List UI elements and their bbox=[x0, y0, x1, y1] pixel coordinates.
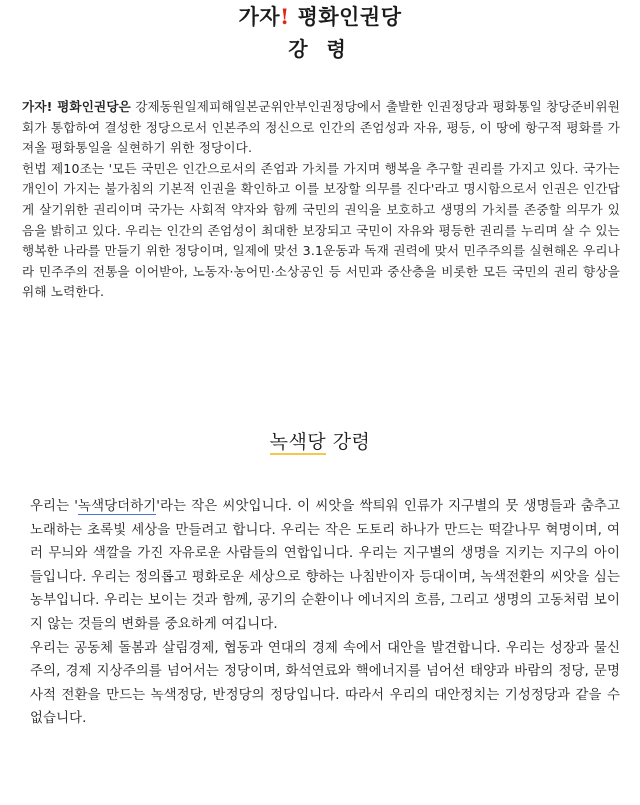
section1-title-rest: 평화인권당 bbox=[289, 4, 402, 29]
section2-para1-post: '라는 작은 씨앗입니다. 이 씨앗을 싹틔워 인류가 지구별의 뭇 생명들과 춤추고 노래하는 초록빛 세상을 만들려고 합니다. 우리는 작은 도토리 하나가 만드는 떡갈나무 혁명이며, 여러 무늬와 색깔을 가진 자유로운 사람들의 연합입니다. 우리는 지구별의 생명을 지키는 지구의 아이들입니다. 우리는 정의롭고 평화로운 세상으로 향하는 나침반이자 등대이며, 녹색전환의 씨앗을 심는 농부입니다. 우리는 보이는 것과 함께, 공기의 순환이나 에너지의 흐름, 그리고 생명의 고동처럼 보이지 않는 것들의 변화를 중요하게 여깁니다. bbox=[30, 499, 621, 632]
section2-para1-pre: 우리는 ' bbox=[30, 499, 79, 514]
section1-title-main: 가자 bbox=[238, 4, 281, 29]
section1-paragraph-2: 헌법 제10조는 '모든 국민은 인간으로서의 존엄과 가치를 가지며 행복을 추구할 권리를 가지고 있다. 국가는 개인이 가지는 불가침의 기본적 인권을 확인하고 이를 보장할 의무를 진다'라고 명시함으로서 인권은 인간답게 살기위한 권리이며 국가는 사회적 약자와 함께 국민의 권익을 보호하고 생명의 가치를 존중할 의무가 있음을 밝히고 있다. 우리는 인간의 존엄성이 최대한 보장되고 국민이 자유와 평등한 권리를 누리며 살 수 있는 행복한 나라를 만들기 위한 정당이며, 일제에 맞선 3.1운동과 독재 권력에 맞서 민주주의를 실현해온 우리나라 민주주의 전통을 이어받아, 노동자·농어민·소상공인 등 서민과 중산층을 비롯한 모든 국민의 권리 향상을 위해 노력한다. bbox=[22, 160, 620, 300]
section1-title bbox=[0, 4, 640, 30]
section2-title-highlight: 녹색당 bbox=[269, 431, 327, 453]
section1-para1-lead: 가자! 평화인권당은 bbox=[22, 99, 131, 114]
section1-subtitle: 강 령 bbox=[288, 37, 352, 61]
section1-title-excl: ! bbox=[280, 4, 290, 29]
section1-para1-body: 강제동원일제피해일본군위안부인권정당에서 출발한 인권정당과 평화통일 창당준비위원회가 통합하여 결성한 정당으로서 인본주의 정신으로 인간의 존엄성과 자유, 평등, 이 땅에 항구적 평화를 가져올 평화통일을 실현하기 위한 정당이다. bbox=[22, 99, 620, 156]
section1-paragraph-1 bbox=[22, 97, 620, 159]
section2-paragraph-1 bbox=[30, 495, 620, 637]
section2-body bbox=[30, 495, 620, 731]
section2-paragraph-2: 우리는 공동체 돌봄과 살림경제, 협동과 연대의 경제 속에서 대안을 발견합니다. 우리는 성장과 물신주의, 경제 지상주의를 넘어서는 정당이며, 화석연료와 핵에너지를 넘어선 태양과 바람의 정당, 문명사적 전환을 만드는 녹색정당, 반정당의 정당입니다. 따라서 우리의 대안정치는 기성정당과 같을 수 없습니다. bbox=[30, 640, 620, 727]
section2-title bbox=[0, 430, 640, 454]
section2-title-rest: 강령 bbox=[326, 431, 371, 453]
section1-body bbox=[22, 97, 620, 303]
section2-para1-underlined: 녹색당더하기 bbox=[78, 499, 157, 514]
